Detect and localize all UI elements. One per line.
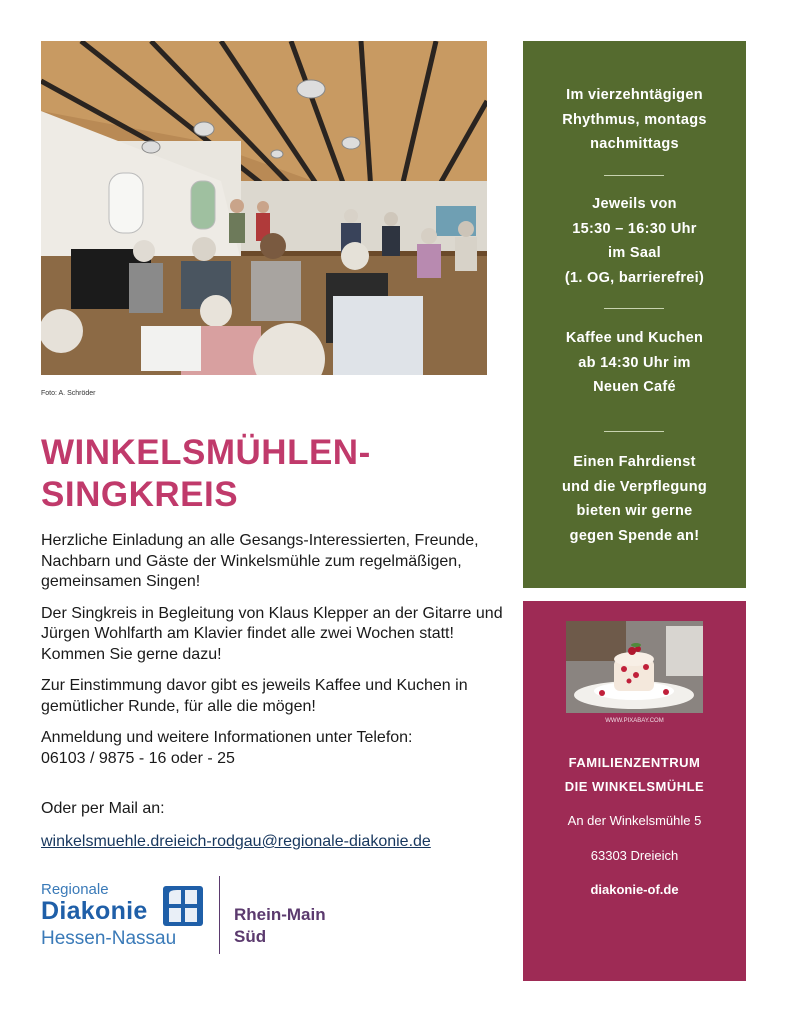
logo-diakonie: Diakonie xyxy=(41,897,148,925)
logo-region-line-1: Rhein-Main xyxy=(234,905,326,924)
time-line-4: (1. OG, barrierefrei) xyxy=(564,269,705,286)
paragraph-registration xyxy=(41,728,511,769)
mail-intro: Oder per Mail an: xyxy=(41,800,165,817)
center-name-line-2: DIE WINKELSMÜHLE xyxy=(564,779,705,794)
transport-line-3: bieten wir gerne xyxy=(576,503,693,519)
logo-hessen-nassau: Hessen-Nassau xyxy=(41,928,177,949)
schedule-rhythm xyxy=(523,83,746,157)
center-name xyxy=(523,751,746,799)
separator xyxy=(604,308,664,309)
logo-region-line-2: Süd xyxy=(234,927,267,946)
logo-divider xyxy=(219,876,220,954)
cake-image xyxy=(566,621,703,713)
schedule-box xyxy=(523,41,746,588)
image-credit: WWW.PIXABAY.COM xyxy=(605,718,664,724)
schedule-coffee xyxy=(523,326,746,400)
schedule-transport xyxy=(523,450,746,548)
time-line-3: im Saal xyxy=(608,245,661,261)
coffee-line-1: Kaffee und Kuchen xyxy=(565,330,704,346)
logo-region xyxy=(234,904,326,948)
address-city: 63303 Dreieich xyxy=(590,848,679,863)
address-street: An der Winkelsmühle 5 xyxy=(567,813,702,828)
logo-regionale: Regionale xyxy=(41,881,109,898)
center-name-line-1: FAMILIENZENTRUM xyxy=(568,755,701,770)
coffee-line-2: ab 14:30 Uhr im xyxy=(578,354,691,371)
rhythm-line-2: Rhythmus, montags xyxy=(562,111,707,128)
rhythm-line-3: nachmittags xyxy=(590,136,679,152)
coffee-line-3: Neuen Café xyxy=(593,379,676,395)
title-line-2: SINGKREIS xyxy=(41,475,239,514)
registration-text: Anmeldung und weitere Informationen unter Telefon: xyxy=(41,729,413,746)
paragraph-invitation: Herzliche Einladung an alle Gesangs-Interessierten, Freunde, Nachbarn und Gäste der Winkelsmühle zum regelmäßigen, gemeinsamen Singen! xyxy=(41,532,479,590)
singkreis-photo xyxy=(41,41,487,375)
rhythm-line-1: Im vierzehntägigen xyxy=(566,87,703,103)
diakonie-cross-icon xyxy=(163,886,203,926)
diakonie-logo xyxy=(41,876,341,956)
paragraph-accompaniment: Der Singkreis in Begleitung von Klaus Klepper an der Gitarre und Jürgen Wohlfarth am Klavier findet alle zwei Wochen statt! Kommen Sie gerne dazu! xyxy=(41,604,503,663)
transport-line-2: und die Verpflegung xyxy=(561,478,708,495)
transport-line-4: gegen Spende an! xyxy=(569,527,700,544)
separator xyxy=(604,431,664,432)
title-line-1: WINKELSMÜHLEN- xyxy=(41,433,371,472)
website-link[interactable]: diakonie-of.de xyxy=(590,882,679,897)
schedule-time xyxy=(523,192,746,290)
page-title xyxy=(41,432,501,516)
time-line-2: 15:30 – 16:30 Uhr xyxy=(572,220,697,237)
photo-credit: Foto: A. Schröder xyxy=(41,390,96,397)
phone-number: 06103 / 9875 - 16 oder - 25 xyxy=(41,749,235,767)
time-line-1: Jeweils von xyxy=(592,196,677,212)
separator xyxy=(604,175,664,176)
invitation-text xyxy=(41,531,511,780)
paragraph-coffee: Zur Einstimmung davor gibt es jeweils Kaffee und Kuchen in gemütlicher Runde, für alle die mögen! xyxy=(41,677,468,715)
contact-box xyxy=(523,601,746,981)
email-link[interactable]: winkelsmuehle.dreieich-rodgau@regionale-diakonie.de xyxy=(41,833,431,850)
transport-line-1: Einen Fahrdienst xyxy=(573,454,696,470)
